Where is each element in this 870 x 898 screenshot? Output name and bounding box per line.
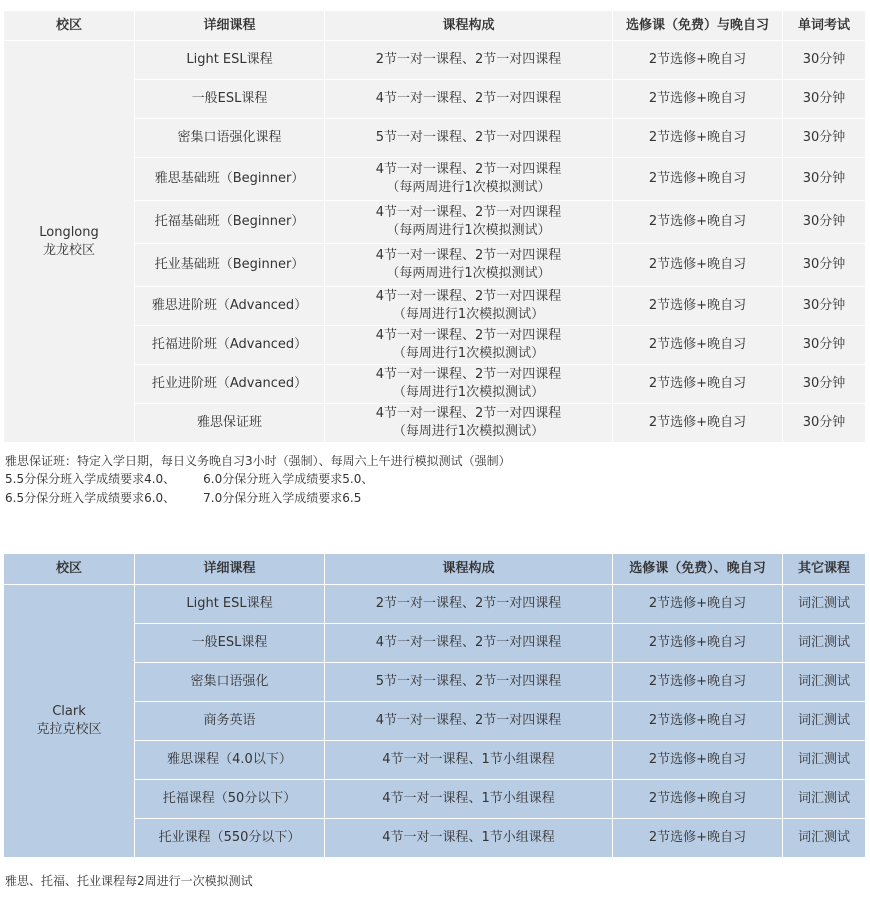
mock-test-frequency: （每两周进行1次模拟测试）: [386, 223, 551, 238]
elective-cell: 2节选修+晚自习: [613, 624, 783, 663]
exam-cell: 30分钟: [783, 158, 866, 201]
course-composition-cell: 5节一对一课程、2节一对四课程: [325, 663, 613, 702]
course-composition-cell: 4节一对一课程、1节小组课程: [325, 780, 613, 819]
course-name-cell: 托业课程（550分以下）: [135, 819, 325, 858]
course-name-cell: 密集口语强化: [135, 663, 325, 702]
exam-cell: 30分钟: [783, 80, 866, 119]
header-elective: 选修课（免费）、晚自习: [613, 554, 783, 585]
score-requirement-note-1: [5, 470, 373, 488]
longlong-course-table: [3, 10, 866, 443]
course-name-cell: 托福课程（50分以下）: [135, 780, 325, 819]
campus-name-zh: 龙龙校区: [42, 242, 95, 258]
other-course-cell: 词汇测试: [783, 585, 866, 624]
mock-test-frequency: （每周进行1次模拟测试）: [392, 307, 545, 322]
elective-cell: 2节选修+晚自习: [613, 287, 783, 326]
campus-cell: [4, 41, 135, 443]
composition-text: 4节一对一课程、2节一对四课程: [375, 367, 562, 382]
elective-cell: 2节选修+晚自习: [613, 663, 783, 702]
elective-cell: 2节选修+晚自习: [613, 41, 783, 80]
elective-cell: 2节选修+晚自习: [613, 404, 783, 443]
composition-text: 4节一对一课程、2节一对四课程: [375, 328, 562, 343]
course-name-cell: 雅思基础班（Beginner）: [135, 158, 325, 201]
course-composition-cell: [325, 326, 613, 365]
other-course-cell: 词汇测试: [783, 741, 866, 780]
score-requirement-70: 7.0分保分班入学成绩要求6.5: [203, 491, 362, 505]
exam-cell: 30分钟: [783, 404, 866, 443]
composition-text: 5节一对一课程、2节一对四课程: [375, 130, 562, 145]
header-course: 详细课程: [135, 11, 325, 41]
clark-course-table: [3, 553, 866, 858]
campus-cell: [4, 585, 135, 858]
course-name-cell: 托福基础班（Beginner）: [135, 201, 325, 244]
mock-test-note: 雅思、托福、托业课程每2周进行一次模拟测试: [5, 874, 253, 888]
exam-cell: 30分钟: [783, 201, 866, 244]
composition-text: 4节一对一课程、2节一对四课程: [375, 248, 562, 263]
table-header-row: [4, 554, 866, 585]
composition-text: 4节一对一课程、2节一对四课程: [375, 91, 562, 106]
course-composition-cell: 4节一对一课程、1节小组课程: [325, 819, 613, 858]
score-requirement-55: 5.5分保分班入学成绩要求4.0、: [5, 472, 176, 486]
other-course-cell: 词汇测试: [783, 819, 866, 858]
campus-name-zh: 克拉克校区: [36, 722, 102, 737]
header-composition: 课程构成: [325, 11, 613, 41]
elective-cell: 2节选修+晚自习: [613, 326, 783, 365]
course-composition-cell: [325, 119, 613, 158]
course-composition-cell: [325, 158, 613, 201]
composition-text: 4节一对一课程、2节一对四课程: [375, 205, 562, 220]
elective-cell: 2节选修+晚自习: [613, 365, 783, 404]
course-composition-cell: [325, 201, 613, 244]
elective-cell: 2节选修+晚自习: [613, 780, 783, 819]
score-requirement-65: 6.5分保分班入学成绩要求6.0、: [5, 491, 176, 505]
course-composition-cell: 2节一对一课程、2节一对四课程: [325, 585, 613, 624]
mock-test-frequency: （每两周进行1次模拟测试）: [386, 266, 551, 281]
header-course: 详细课程: [135, 554, 325, 585]
course-name-cell: 托业基础班（Beginner）: [135, 244, 325, 287]
other-course-cell: 词汇测试: [783, 663, 866, 702]
course-name-cell: 雅思保证班: [135, 404, 325, 443]
course-name-cell: 雅思进阶班（Advanced）: [135, 287, 325, 326]
elective-cell: 2节选修+晚自习: [613, 201, 783, 244]
course-name-cell: 密集口语强化课程: [135, 119, 325, 158]
header-campus: 校区: [4, 11, 135, 41]
exam-cell: 30分钟: [783, 326, 866, 365]
header-composition: 课程构成: [325, 554, 613, 585]
elective-cell: 2节选修+晚自习: [613, 158, 783, 201]
course-composition-cell: [325, 244, 613, 287]
elective-cell: 2节选修+晚自习: [613, 741, 783, 780]
course-name-cell: 商务英语: [135, 702, 325, 741]
exam-cell: 30分钟: [783, 365, 866, 404]
campus-name-en: Longlong: [39, 224, 99, 240]
course-composition-cell: [325, 365, 613, 404]
table-header-row: [4, 11, 866, 41]
course-name-cell: Light ESL课程: [135, 41, 325, 80]
course-composition-cell: [325, 80, 613, 119]
course-composition-cell: [325, 41, 613, 80]
other-course-cell: 词汇测试: [783, 624, 866, 663]
course-name-cell: 托业进阶班（Advanced）: [135, 365, 325, 404]
composition-text: 4节一对一课程、2节一对四课程: [375, 406, 562, 421]
campus-name-en: Clark: [52, 704, 86, 719]
mock-test-frequency: （每两周进行1次模拟测试）: [386, 180, 551, 195]
score-requirement-note-2: [5, 489, 361, 507]
elective-cell: 2节选修+晚自习: [613, 119, 783, 158]
header-campus: 校区: [4, 554, 135, 585]
table-row: [4, 585, 866, 624]
elective-cell: 2节选修+晚自习: [613, 702, 783, 741]
course-composition-cell: [325, 287, 613, 326]
course-composition-cell: 4节一对一课程、2节一对四课程: [325, 702, 613, 741]
mock-test-frequency: （每周进行1次模拟测试）: [392, 385, 545, 400]
mock-test-frequency: （每周进行1次模拟测试）: [392, 346, 545, 361]
course-composition-cell: 4节一对一课程、2节一对四课程: [325, 624, 613, 663]
header-other: 其它课程: [783, 554, 866, 585]
composition-text: 4节一对一课程、2节一对四课程: [375, 162, 562, 177]
exam-cell: 30分钟: [783, 244, 866, 287]
elective-cell: 2节选修+晚自习: [613, 80, 783, 119]
composition-text: 4节一对一课程、2节一对四课程: [375, 289, 562, 304]
other-course-cell: 词汇测试: [783, 780, 866, 819]
elective-cell: 2节选修+晚自习: [613, 819, 783, 858]
table-row: [4, 41, 866, 80]
score-requirement-60: 6.0分保分班入学成绩要求5.0、: [203, 472, 374, 486]
exam-cell: 30分钟: [783, 119, 866, 158]
course-name-cell: Light ESL课程: [135, 585, 325, 624]
header-exam: 单词考试: [783, 11, 866, 41]
elective-cell: 2节选修+晚自习: [613, 585, 783, 624]
elective-cell: 2节选修+晚自习: [613, 244, 783, 287]
course-name-cell: 一般ESL课程: [135, 80, 325, 119]
composition-text: 2节一对一课程、2节一对四课程: [375, 52, 562, 67]
exam-cell: 30分钟: [783, 41, 866, 80]
course-name-cell: 雅思课程（4.0以下）: [135, 741, 325, 780]
mock-test-frequency: （每周进行1次模拟测试）: [392, 424, 545, 439]
course-name-cell: 一般ESL课程: [135, 624, 325, 663]
header-elective: 选修课（免费）与晚自习: [613, 11, 783, 41]
other-course-cell: 词汇测试: [783, 702, 866, 741]
course-composition-cell: [325, 404, 613, 443]
exam-cell: 30分钟: [783, 287, 866, 326]
course-name-cell: 托福进阶班（Advanced）: [135, 326, 325, 365]
course-composition-cell: 4节一对一课程、1节小组课程: [325, 741, 613, 780]
ielts-guarantee-note: 雅思保证班：特定入学日期，每日义务晚自习3小时（强制）、每周六上午进行模拟测试（强制）: [5, 454, 511, 468]
